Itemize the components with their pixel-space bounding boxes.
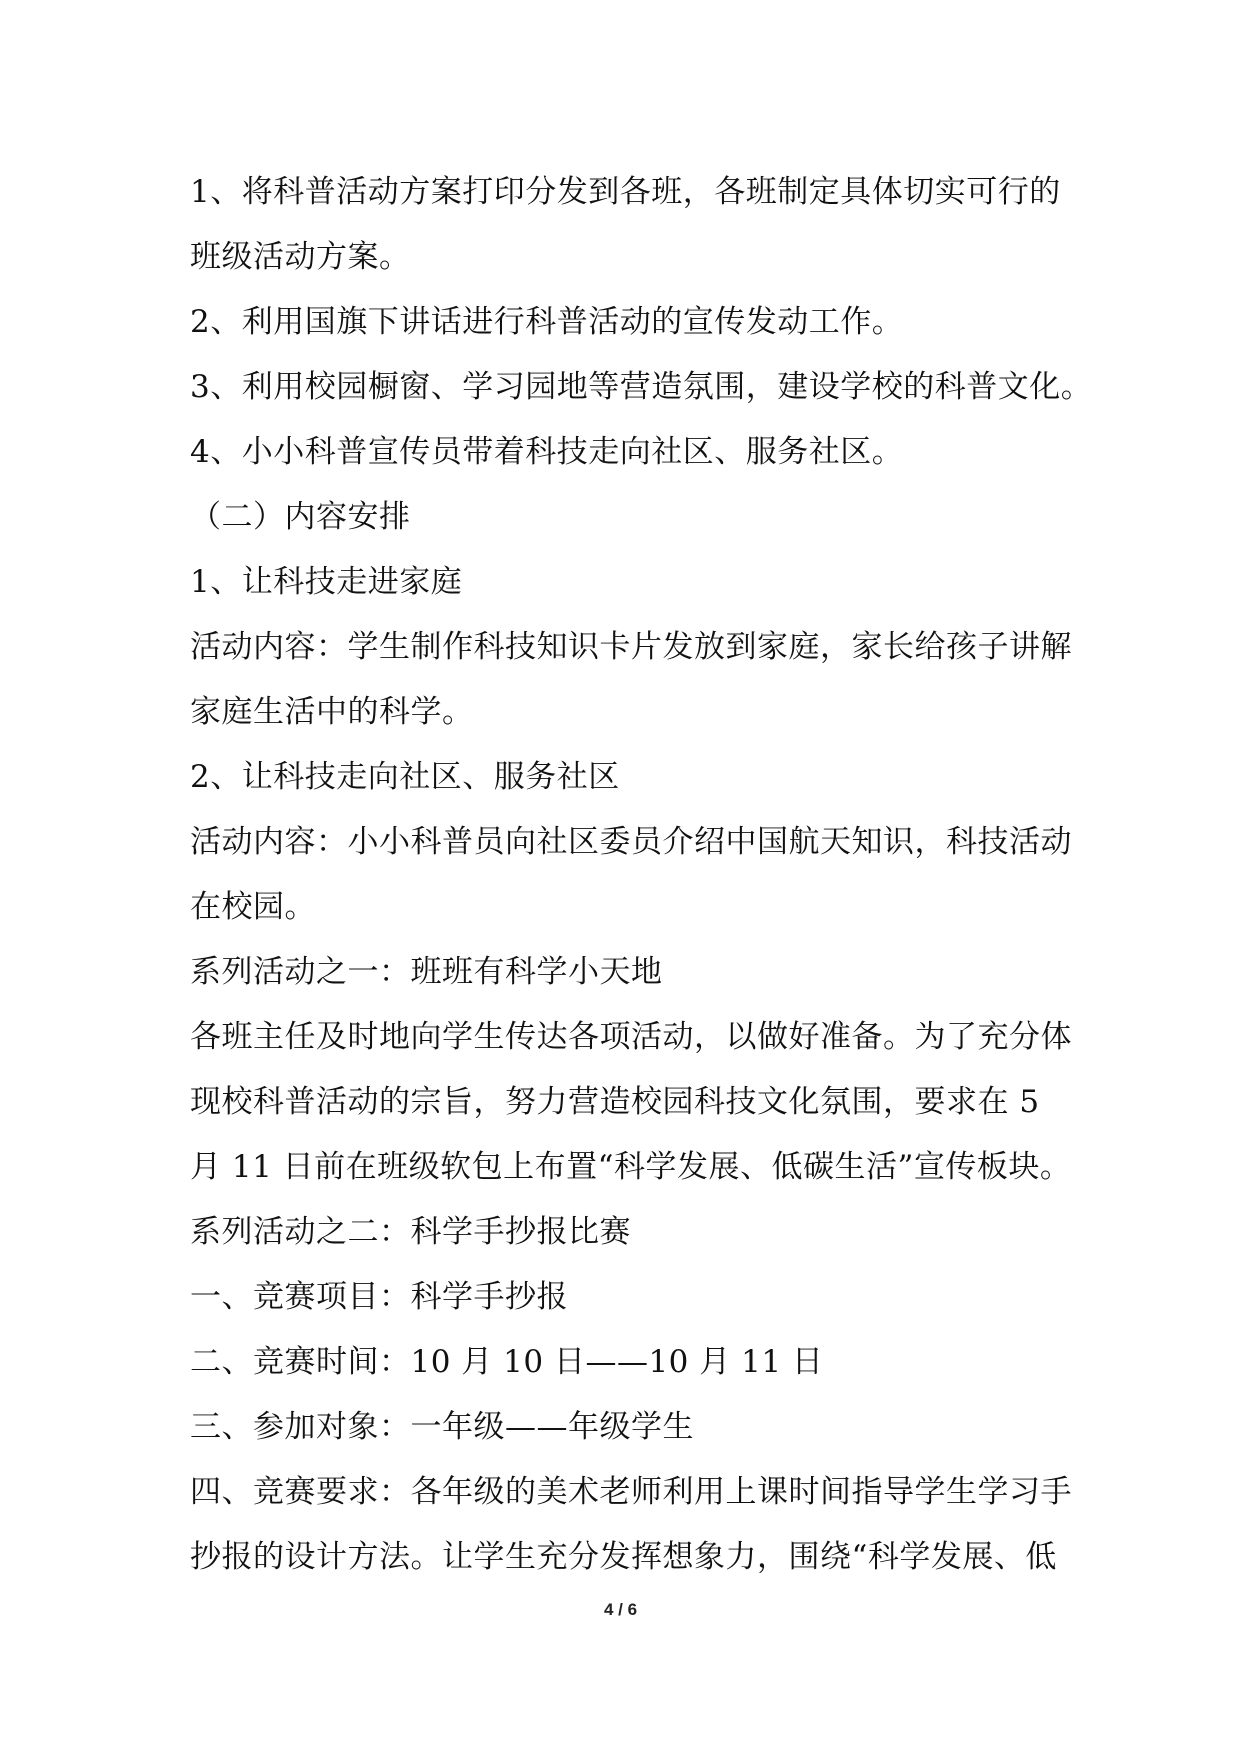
body-line: 现校科普活动的宗旨，努力营造校园科技文化氛围，要求在 5 bbox=[190, 1084, 1040, 1120]
body-line: 2、利用国旗下讲话进行科普活动的宣传发动工作。 bbox=[190, 304, 904, 340]
body-line: 月 11 日前在班级软包上布置“科学发展、低碳生活”宣传板块。 bbox=[190, 1149, 1072, 1185]
body-line: 二、竞赛时间：10 月 10 日——10 月 11 日 bbox=[190, 1344, 824, 1380]
body-line: 班级活动方案。 bbox=[190, 239, 411, 275]
body-line: 各班主任及时地向学生传达各项活动，以做好准备。为了充分体 bbox=[190, 1019, 1072, 1055]
body-line: 系列活动之二：科学手抄报比赛 bbox=[190, 1214, 631, 1250]
section-heading: （二）内容安排 bbox=[190, 499, 411, 535]
body-line: 一、竞赛项目：科学手抄报 bbox=[190, 1279, 568, 1315]
body-line: 2、让科技走向社区、服务社区 bbox=[190, 759, 620, 795]
body-line: 3、利用校园橱窗、学习园地等营造氛围，建设学校的科普文化。 bbox=[190, 369, 1093, 405]
body-line: 抄报的设计方法。让学生充分发挥想象力，围绕“科学发展、低 bbox=[190, 1539, 1057, 1575]
body-line: 活动内容：学生制作科技知识卡片发放到家庭，家长给孩子讲解 bbox=[190, 629, 1072, 665]
body-line: 1、将科普活动方案打印分发到各班，各班制定具体切实可行的 bbox=[190, 174, 1061, 210]
body-line: 活动内容：小小科普员向社区委员介绍中国航天知识，科技活动 bbox=[190, 824, 1072, 860]
body-line: 在校园。 bbox=[190, 889, 316, 925]
body-line: 1、让科技走进家庭 bbox=[190, 564, 463, 600]
body-line: 系列活动之一：班班有科学小天地 bbox=[190, 954, 663, 990]
document-body bbox=[190, 160, 1093, 1590]
body-line: 四、竞赛要求：各年级的美术老师利用上课时间指导学生学习手 bbox=[190, 1474, 1072, 1510]
body-line: 三、参加对象：一年级——年级学生 bbox=[190, 1409, 694, 1445]
body-line: 4、小小科普宣传员带着科技走向社区、服务社区。 bbox=[190, 434, 904, 470]
page-number: 4 / 6 bbox=[603, 1600, 638, 1619]
body-line: 家庭生活中的科学。 bbox=[190, 694, 474, 730]
